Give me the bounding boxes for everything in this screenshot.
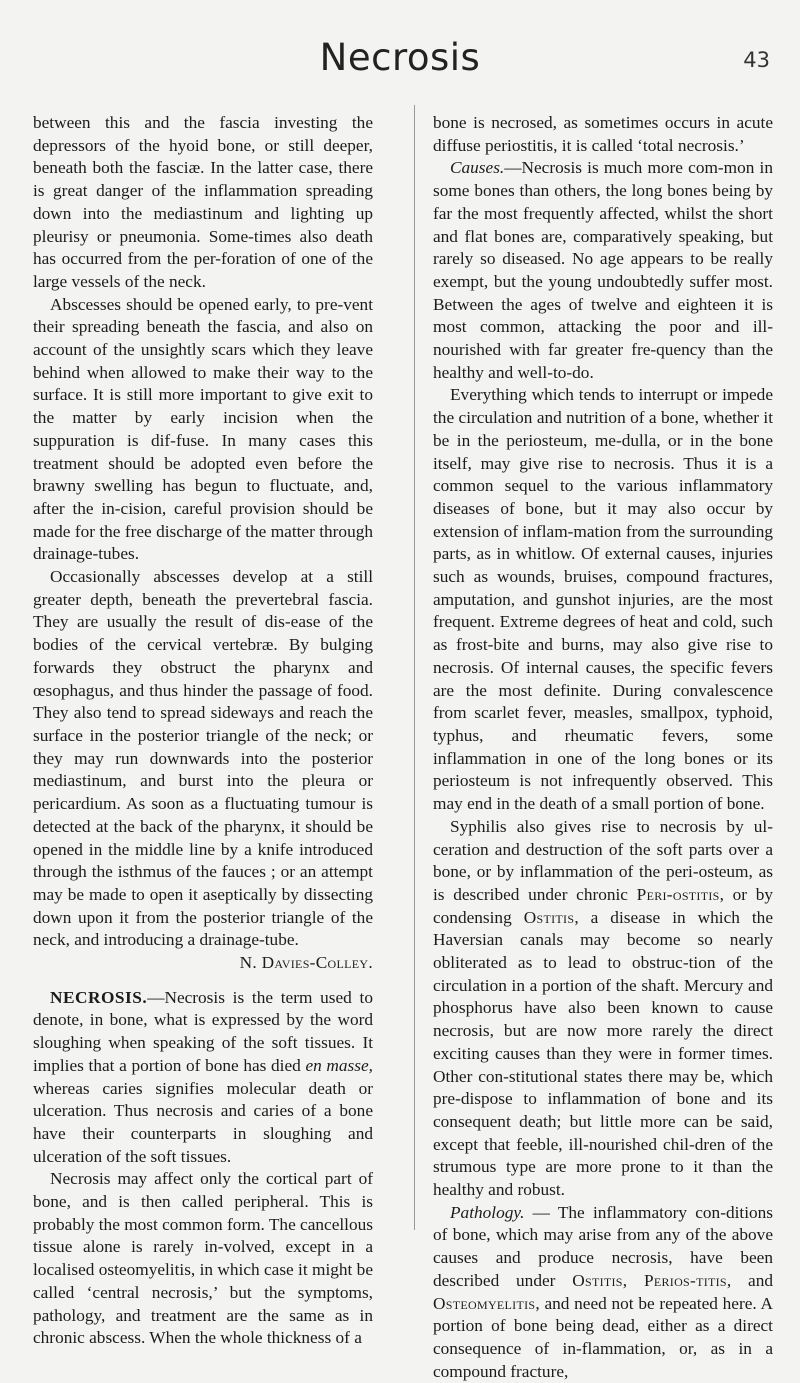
paragraph [433, 1202, 773, 1383]
paragraph-text: —Necrosis is much more com-mon in some bones than others, the long bones being by far the most frequently affected, whilst the short and flat bones are, comparatively speaking, but rarely so diseased. No age appears to be really exempt, but the young undoubtedly suffer most. Between the ages of twelve and eighteen it is most common, attacking the poor and ill-nourished with far greater fre-quency than the healthy and well-to-do. [433, 158, 773, 382]
cross-reference: Perios-titis [643, 1270, 727, 1290]
paragraph-text: whereas caries signifies molecular death or ulceration. Thus necrosis and caries of a bone have their counterparts in sloughing and ulceration of the soft tissues. [33, 1078, 373, 1166]
paragraph: between this and the fascia investing the depressors of the hyoid bone, or still deeper, beneath both the fasciæ. In the latter case, there is great danger of the inflammation spreading down into the mediastinum and lighting up pleurisy or pneumonia. Some-times also death has occurred from the per-foration of one of the large vessels of the neck. [33, 113, 373, 291]
section-heading: Causes. [450, 158, 505, 178]
paragraph-text: Occasionally abscesses develop at a still greater depth, beneath the prevertebral fascia. They are usually the result of dis-ease of the bodies of the cervical vertebræ. By bulging forwards they obstruct the pharynx and œsophagus, and thus hinder the passage of food. They also tend to spread sideways and reach the surface in the posterior triangle of the neck; or they may run downwards into the posterior mediastinum, and burst into the pleura or pericardium. As soon as a fluctuating tumour is detected at the back of the pharynx, it should be opened in the middle line by a knife introduced through the isthmus of the fauces ; or an attempt may be made to open it aseptically by dissecting down upon it from the posterior triangle of the neck, and introducing a drainage-tube. [33, 567, 373, 950]
italic-term: en masse, [305, 1055, 373, 1075]
running-title: Necrosis [319, 36, 481, 79]
paragraph: Abscesses should be opened early, to pre-vent their spreading beneath the fascia, and also on account of the unsightly scars which they leave behind when allowed to make their way to the surface. It is still more important to give exit to the matter by early incision when the suppuration is dif-fuse. In many cases this treatment should be adopted even before the brawny swelling has begun to fluctuate, and, after the in-cision, careful provision should be made for the free discharge of the matter through drainage-tubes. [33, 294, 373, 564]
section-heading: Pathology. [450, 1202, 525, 1222]
paragraph [33, 566, 373, 975]
page-number: 43 [743, 48, 770, 72]
cross-reference: Peri-ostitis [636, 884, 720, 904]
paragraph: bone is necrosed, as sometimes occurs in acute diffuse periostitis, it is called ‘total necrosis.’ [433, 113, 773, 155]
paragraph-text: , and need not be repeated here. A portion of bone being dead, either as a direct consequence of in-flammation, or, as in a compound fracture, [433, 1293, 773, 1381]
cross-reference: Osteomyelitis [433, 1293, 536, 1313]
right-column [433, 112, 773, 1383]
entry-heading: NECROSIS. [50, 987, 148, 1007]
paragraph-text: Syphilis also gives rise to necrosis by ul-ceration and destruction of the soft parts over a bone, or by inflammation of the peri-osteum, as is described under chronic [433, 816, 773, 904]
cross-reference: Ostitis [523, 907, 575, 927]
paragraph-text: — The inflammatory con-ditions of bone, which may arise from any of the above causes and produce necrosis, have been described under [433, 1202, 773, 1290]
paragraph-text: , and [726, 1270, 773, 1290]
paragraph [433, 816, 773, 1202]
paragraph: Everything which tends to interrupt or impede the circulation and nutrition of a bone, whether it be in the periosteum, me-dulla, or in the bone itself, may give rise to necrosis. Thus it is a common sequel to the various inflammatory diseases of bone, but it may also occur by extension of inflam-mation from the surrounding parts, as in whitlow. Of external causes, injuries such as wounds, bruises, compound fractures, amputation, and gunshot injuries, are the most frequent. Extreme degrees of heat and cold, such as frost-bite and burns, may also give rise to necrosis. Of internal causes, the specific fevers are the most definite. During convalescence from scarlet fever, measles, smallpox, typhoid, typhus, and rheumatic fevers, some inflammation in one of the long bones or its periosteum is not infrequently observed. This may end in the death of a small portion of bone. [433, 385, 773, 814]
cross-reference: Ostitis [572, 1270, 623, 1290]
paragraph [433, 157, 773, 384]
paragraph-text: , [622, 1270, 644, 1290]
left-column [33, 112, 373, 1350]
paragraph-text: , a disease in which the Haversian canals may become so nearly obliterated as to lead to obstruc-tion of the circulation in a portion of the shaft. Mercury and phosphorus have also been known to cause necrosis, but are now more rarely the direct exciting causes than they were in former times. Other con-stitutional states there may be, which pre-dispose to inflammation of bone and its consequent death; but little more can be said, except that feeble, ill-nourished chil-dren of the strumous type are more prone to it than the healthy and robust. [433, 907, 773, 1200]
paragraph: Necrosis may affect only the cortical part of bone, and is then called peripheral. This is probably the most common form. The cancellous tissue alone is rarely in-volved, except in a localised osteomyelitis, in which case it might be called ‘central necrosis,’ but the symptoms, pathology, and treatment are the same as in chronic abscess. When the whole thickness of a [33, 1169, 373, 1348]
paragraph-text: —Necrosis is the term used to denote, in bone, what is expressed by the word sloughing when speaking of the soft tissues. It implies that a portion of bone has died [33, 987, 373, 1075]
paragraph-text: , or by condensing [433, 884, 773, 927]
column-divider [414, 105, 415, 1230]
author-signature: N. Davies-Colley. [239, 953, 373, 973]
page-header [0, 30, 800, 90]
entry-paragraph [33, 987, 373, 1169]
